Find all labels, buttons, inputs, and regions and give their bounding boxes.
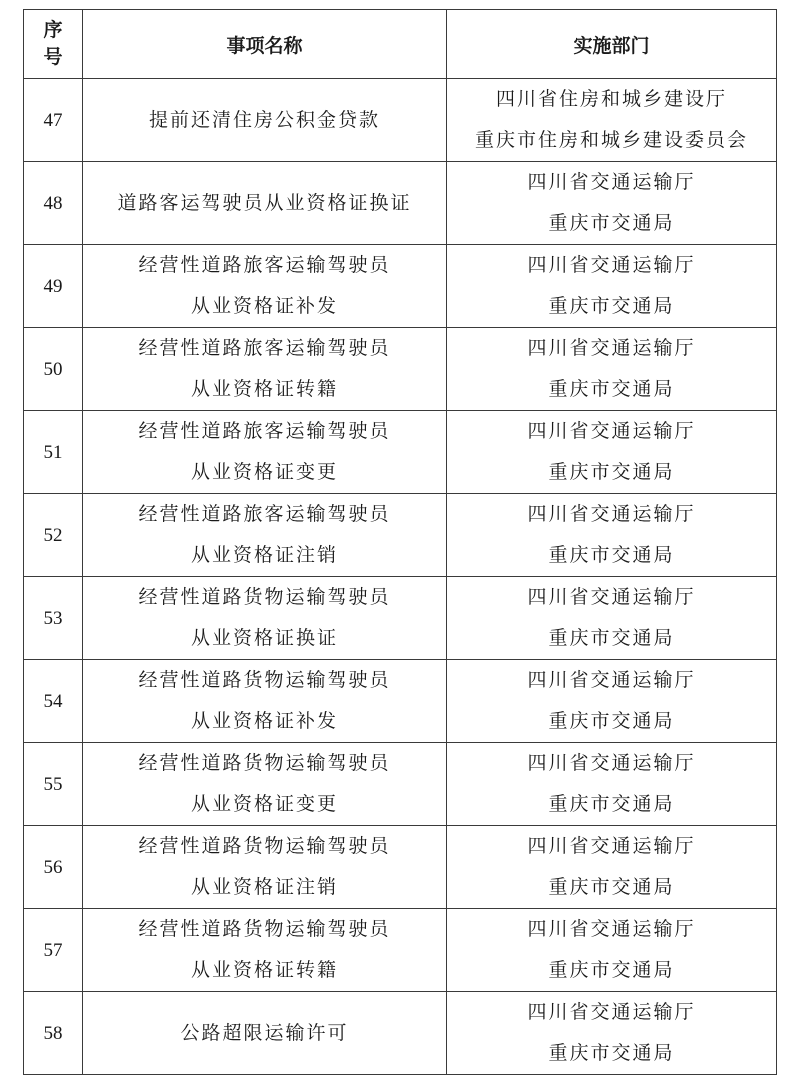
department-line: 四川省交通运输厅 xyxy=(527,1001,696,1023)
department-line: 四川省交通运输厅 xyxy=(527,586,696,608)
header-index-line1: 序 xyxy=(43,19,63,41)
department-line: 四川省交通运输厅 xyxy=(527,669,696,691)
department xyxy=(447,494,777,577)
item-name-line: 经营性道路旅客运输驾驶员 xyxy=(138,254,391,276)
table-row xyxy=(24,577,777,660)
item-name xyxy=(83,411,447,494)
department xyxy=(447,411,777,494)
item-name xyxy=(83,909,447,992)
table-row xyxy=(24,909,777,992)
header-department: 实施部门 xyxy=(447,10,777,79)
department xyxy=(447,909,777,992)
department-line: 重庆市交通局 xyxy=(548,295,675,317)
department-line: 重庆市交通局 xyxy=(548,959,675,981)
row-number: 56 xyxy=(24,826,83,909)
department-line: 四川省住房和城乡建设厅 xyxy=(495,88,727,110)
department-line: 四川省交通运输厅 xyxy=(527,503,696,525)
table-row xyxy=(24,411,777,494)
item-name-line: 经营性道路货物运输驾驶员 xyxy=(138,835,391,857)
table-row xyxy=(24,79,777,162)
department-line: 四川省交通运输厅 xyxy=(527,254,696,276)
row-number: 55 xyxy=(24,743,83,826)
row-number: 52 xyxy=(24,494,83,577)
item-name xyxy=(83,826,447,909)
department xyxy=(447,162,777,245)
item-name-line: 从业资格证注销 xyxy=(190,544,338,566)
item-name xyxy=(83,494,447,577)
department xyxy=(447,577,777,660)
item-name-line: 从业资格证转籍 xyxy=(190,959,338,981)
item-name xyxy=(83,328,447,411)
department-line: 重庆市交通局 xyxy=(548,876,675,898)
department-line: 重庆市交通局 xyxy=(548,544,675,566)
item-name-line: 从业资格证补发 xyxy=(190,295,338,317)
row-number: 53 xyxy=(24,577,83,660)
header-index xyxy=(24,10,83,79)
item-name-line: 公路超限运输许可 xyxy=(180,1021,349,1044)
department xyxy=(447,743,777,826)
department xyxy=(447,79,777,162)
row-number: 49 xyxy=(24,245,83,328)
item-name-line: 提前还清住房公积金贷款 xyxy=(148,108,380,131)
table-row xyxy=(24,743,777,826)
department xyxy=(447,328,777,411)
department-line: 四川省交通运输厅 xyxy=(527,918,696,940)
table-row xyxy=(24,162,777,245)
department-line: 四川省交通运输厅 xyxy=(527,835,696,857)
item-name-line: 经营性道路旅客运输驾驶员 xyxy=(138,337,391,359)
row-number: 54 xyxy=(24,660,83,743)
department-line: 重庆市交通局 xyxy=(548,212,675,234)
table-row xyxy=(24,826,777,909)
table-row xyxy=(24,660,777,743)
item-name-line: 经营性道路货物运输驾驶员 xyxy=(138,752,391,774)
service-items-table xyxy=(23,9,777,1075)
row-number: 47 xyxy=(24,79,83,162)
department-line: 四川省交通运输厅 xyxy=(527,337,696,359)
item-name-line: 从业资格证变更 xyxy=(190,461,338,483)
row-number: 48 xyxy=(24,162,83,245)
department-line: 重庆市交通局 xyxy=(548,793,675,815)
item-name xyxy=(83,79,447,162)
table-row xyxy=(24,245,777,328)
table-header-row xyxy=(24,10,777,79)
department-line: 重庆市交通局 xyxy=(548,627,675,649)
header-index-line2: 号 xyxy=(43,46,63,68)
row-number: 58 xyxy=(24,992,83,1075)
department xyxy=(447,660,777,743)
item-name-line: 经营性道路旅客运输驾驶员 xyxy=(138,503,391,525)
item-name-line: 经营性道路货物运输驾驶员 xyxy=(138,586,391,608)
department-line: 四川省交通运输厅 xyxy=(527,171,696,193)
item-name xyxy=(83,162,447,245)
department xyxy=(447,826,777,909)
department xyxy=(447,245,777,328)
table-row xyxy=(24,992,777,1075)
row-number: 50 xyxy=(24,328,83,411)
table-row xyxy=(24,328,777,411)
item-name-line: 道路客运驾驶员从业资格证换证 xyxy=(117,191,412,214)
department-line: 重庆市交通局 xyxy=(548,1042,675,1064)
item-name xyxy=(83,577,447,660)
item-name xyxy=(83,660,447,743)
item-name-line: 从业资格证转籍 xyxy=(190,378,338,400)
department-line: 重庆市交通局 xyxy=(548,461,675,483)
department-line: 四川省交通运输厅 xyxy=(527,752,696,774)
item-name-line: 从业资格证补发 xyxy=(190,710,338,732)
item-name-line: 经营性道路货物运输驾驶员 xyxy=(138,918,391,940)
department-line: 重庆市交通局 xyxy=(548,378,675,400)
item-name-line: 从业资格证换证 xyxy=(190,627,338,649)
item-name xyxy=(83,245,447,328)
department xyxy=(447,992,777,1075)
department-line: 重庆市交通局 xyxy=(548,710,675,732)
item-name-line: 经营性道路旅客运输驾驶员 xyxy=(138,420,391,442)
department-line: 重庆市住房和城乡建设委员会 xyxy=(474,129,748,151)
item-name-line: 经营性道路货物运输驾驶员 xyxy=(138,669,391,691)
row-number: 57 xyxy=(24,909,83,992)
item-name-line: 从业资格证变更 xyxy=(190,793,338,815)
table-row xyxy=(24,494,777,577)
item-name xyxy=(83,743,447,826)
row-number: 51 xyxy=(24,411,83,494)
item-name-line: 从业资格证注销 xyxy=(190,876,338,898)
item-name xyxy=(83,992,447,1075)
header-item-name: 事项名称 xyxy=(83,10,447,79)
department-line: 四川省交通运输厅 xyxy=(527,420,696,442)
